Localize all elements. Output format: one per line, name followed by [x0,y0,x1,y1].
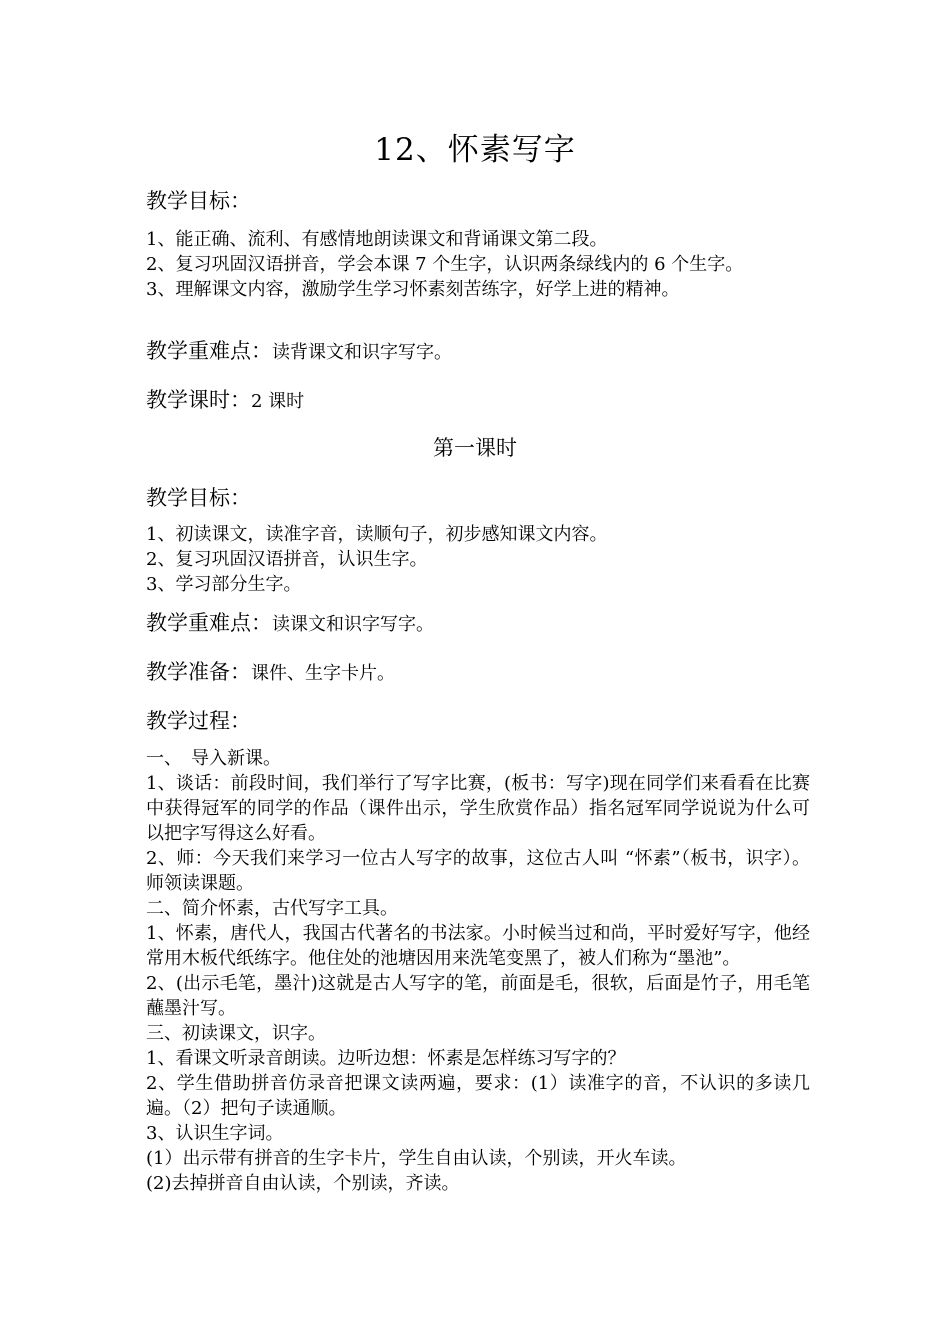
lesson-goal-item: 3、学习部分生字。 [146,574,302,595]
process-item: 一、 导入新课。 [146,748,281,769]
process-item: 三、初读课文，识字。 [146,1023,326,1044]
document-title: 12、怀素写字 [374,132,576,168]
lesson-difficulty-label: 教学重难点： [146,611,272,635]
process-item: 1、怀素，唐代人，我国古代著名的书法家。小时候当过和尚，平时爱好写字，他经常用木板代纸练字。他住处的池塘因用来洗笔变黑了，被人们称为“墨池”。 [146,923,810,969]
difficulty-value: 读背课文和识字写字。 [272,342,452,363]
process-item: 1、谈话：前段时间，我们举行了写字比赛，(板书：写字)现在同学们来看看在比赛中获得冠军的同学的作品（课件出示，学生欣赏作品）指名冠军同学说说为什么可以把字写得这么好看。 [146,773,810,844]
lesson-goals-list [146,522,810,597]
process-item: (2)去掉拼音自由认读，个别读，齐读。 [146,1173,460,1194]
process-item: 1、看课文听录音朗读。边听边想：怀素是怎样练习写字的？ [146,1048,626,1069]
process-item: 2、(出示毛笔，墨汁)这就是古人写字的笔，前面是毛，很软，后面是竹子，用毛笔蘸墨汁写。 [146,973,810,1019]
prep-label: 教学准备： [146,660,251,684]
hours-line [146,385,826,417]
goals-heading: 教学目标： [146,189,251,213]
process-item: 二、简介怀素，古代写字工具。 [146,898,398,919]
lesson-goals-heading: 教学目标： [146,486,251,510]
process-item: 2、师：今天我们来学习一位古人写字的故事，这位古人叫 “怀素”（板书，识字）。师领读课题。 [146,848,810,894]
process-heading: 教学过程： [146,709,251,733]
lesson-heading: 第一课时 [433,436,517,460]
goals-list [146,227,810,302]
lesson-goal-item: 2、复习巩固汉语拼音，认识生字。 [146,549,428,570]
goal-item: 1、能正确、流利、有感情地朗读课文和背诵课文第二段。 [146,229,608,250]
process-item: 3、认识生字词。 [146,1123,284,1144]
process-item: (1）出示带有拼音的生字卡片，学生自由认读，个别读，开火车读。 [146,1148,687,1169]
process-item: 2、学生借助拼音仿录音把课文读两遍，要求：(1）读准字的音，不认识的多读几遍。（2）把句子读通顺。 [146,1073,810,1119]
goal-item: 2、复习巩固汉语拼音，学会本课 7 个生字，认识两条绿线内的 6 个生字。 [146,254,744,275]
prep-value: 课件、生字卡片。 [251,663,395,684]
lesson-difficulty-value: 读课文和识字写字。 [272,614,434,635]
difficulty-line [146,336,826,368]
prep-line [146,657,826,689]
hours-label: 教学课时： [146,388,251,412]
lesson-goal-item: 1、初读课文，读准字音，读顺句子，初步感知课文内容。 [146,524,608,545]
difficulty-label: 教学重难点： [146,339,272,363]
hours-value: 2 课时 [251,391,305,412]
process-list [146,746,810,1196]
lesson-difficulty-line [146,608,826,640]
goal-item: 3、理解课文内容，激励学生学习怀素刻苦练字，好学上进的精神。 [146,279,680,300]
